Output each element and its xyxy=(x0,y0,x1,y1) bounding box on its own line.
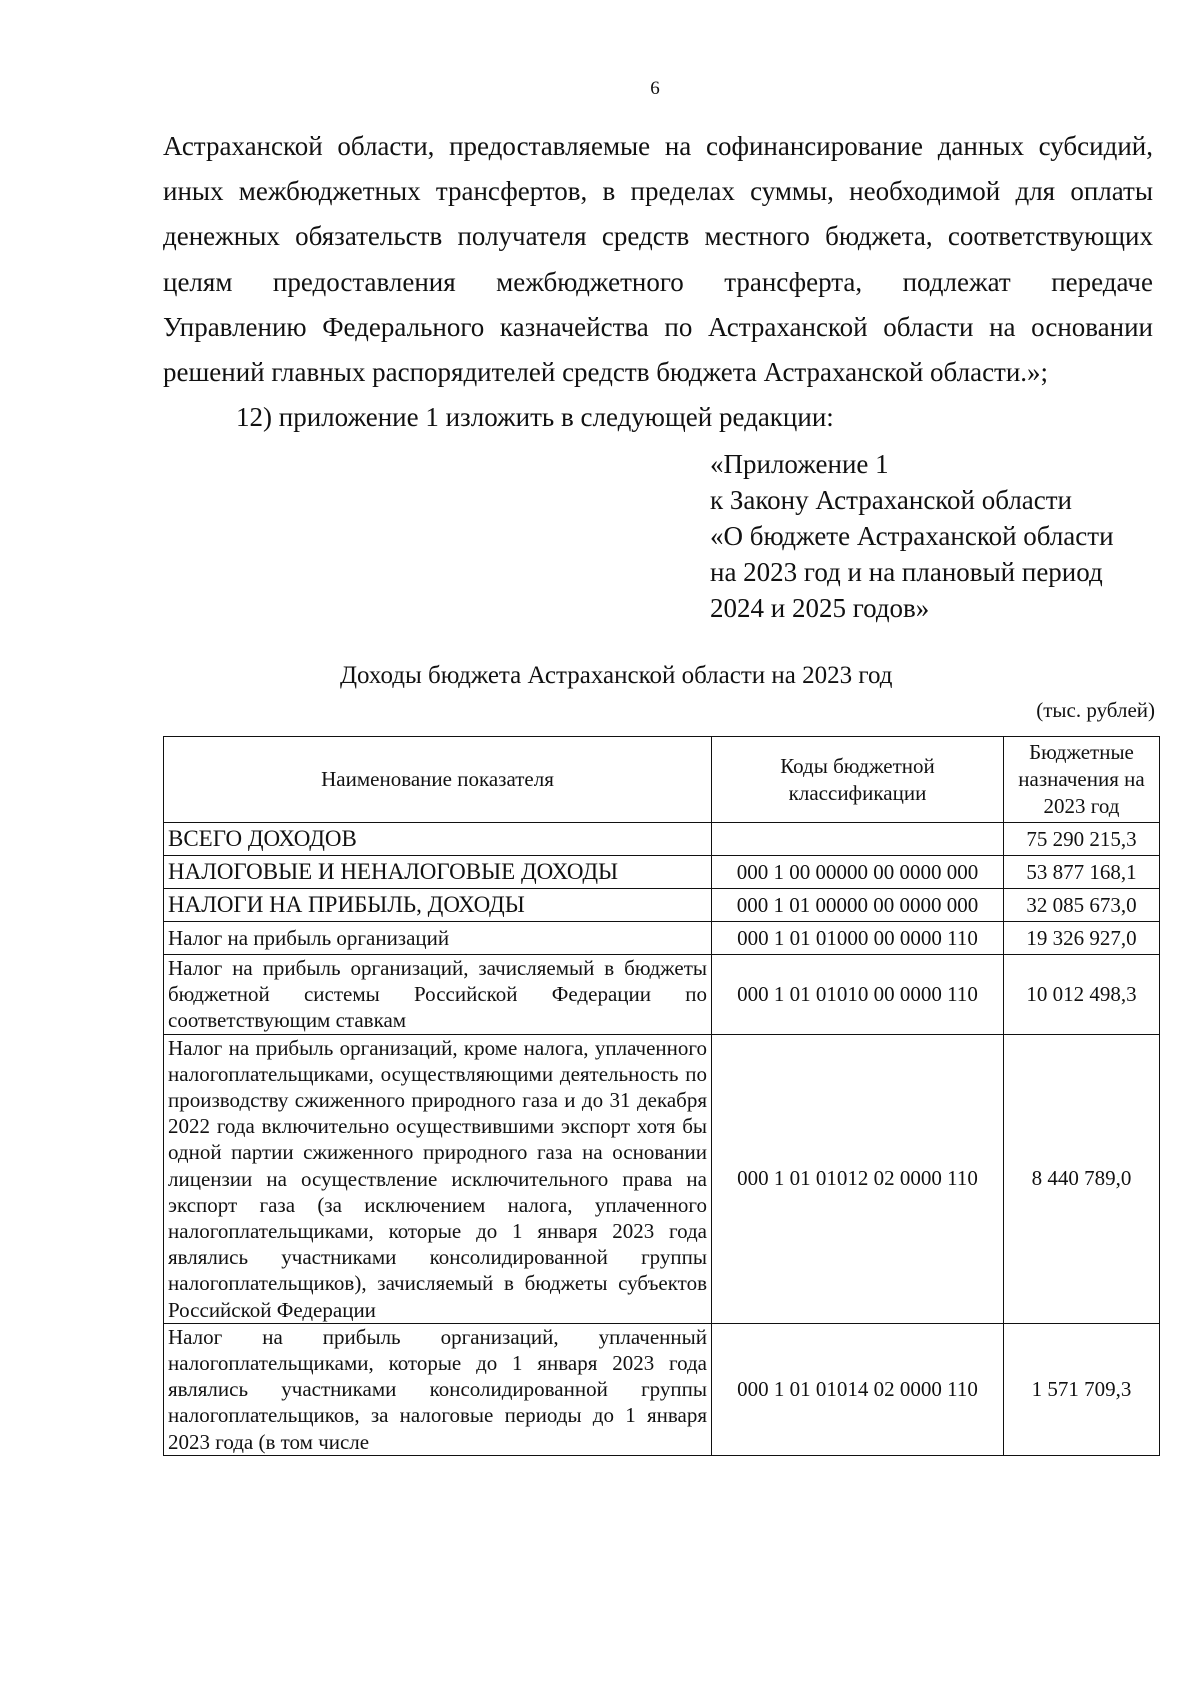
row-amount: 10 012 498,3 xyxy=(1004,955,1160,1035)
row-amount: 75 290 215,3 xyxy=(1004,823,1160,856)
table-row xyxy=(164,1323,1160,1455)
row-name: Налог на прибыль организаций, зачисляемый в бюджеты бюджетной системы Российской Федерации по соответствующим ставкам xyxy=(164,955,712,1035)
row-name: НАЛОГОВЫЕ И НЕНАЛОГОВЫЕ ДОХОДЫ xyxy=(164,856,712,889)
row-name: НАЛОГИ НА ПРИБЫЛЬ, ДОХОДЫ xyxy=(164,889,712,922)
row-name: Налог на прибыль организаций, кроме налога, уплаченного налогоплательщиками, осуществляющими деятельность по производству сжиженного природного газа и до 31 декабря 2022 года включительно осуществившими экспорт хотя бы одной партии сжиженного природного газа на основании лицензии на осуществление исключительного права на экспорт газа (за исключением налога, уплаченного налогоплательщиками, которые до 1 января 2023 года являлись участниками консолидированной группы налогоплательщиков), зачисляемый в бюджеты субъектов Российской Федерации xyxy=(164,1034,712,1323)
row-name: Налог на прибыль организаций, уплаченный налогоплательщиками, которые до 1 января 2023 года являлись участниками консолидированной группы налогоплательщиков, за налоговые периоды до 1 января 2023 года (в том числе xyxy=(164,1323,712,1455)
table-row xyxy=(164,922,1160,955)
row-amount: 53 877 168,1 xyxy=(1004,856,1160,889)
page-number: 6 xyxy=(650,78,660,99)
row-code: 000 1 01 00000 00 0000 000 xyxy=(712,889,1004,922)
body-line: решений главных распорядителей средств бюджета Астраханской области.»; xyxy=(163,356,1049,387)
table-row xyxy=(164,889,1160,922)
body-line: целям предоставления межбюджетного трансферта, подлежат передаче xyxy=(163,266,1153,297)
header-amount: Бюджетные назначения на 2023 год xyxy=(1004,737,1160,823)
table-header-row xyxy=(164,737,1160,823)
row-name: ВСЕГО ДОХОДОВ xyxy=(164,823,712,856)
appendix-line: «Приложение 1 xyxy=(710,449,889,479)
body-line: денежных обязательств получателя средств местного бюджета, соответствующих xyxy=(163,221,1153,252)
row-amount: 8 440 789,0 xyxy=(1004,1034,1160,1323)
appendix-line: к Закону Астраханской области xyxy=(710,485,1073,515)
row-code: 000 1 00 00000 00 0000 000 xyxy=(712,856,1004,889)
row-amount: 19 326 927,0 xyxy=(1004,922,1160,955)
row-name: Налог на прибыль организаций xyxy=(164,922,712,955)
header-name: Наименование показателя xyxy=(164,737,712,823)
row-amount: 1 571 709,3 xyxy=(1004,1323,1160,1455)
appendix-heading xyxy=(710,446,1114,626)
revenue-table xyxy=(163,736,1160,1456)
item-12-text: 12) приложение 1 изложить в следующей редакции: xyxy=(236,402,834,433)
body-line: Астраханской области, предоставляемые на софинансирование данных субсидий, xyxy=(163,131,1153,161)
table-row xyxy=(164,955,1160,1035)
units-label: (тыс. рублей) xyxy=(1036,698,1155,722)
row-code: 000 1 01 01012 02 0000 110 xyxy=(712,1034,1004,1323)
row-code: 000 1 01 01010 00 0000 110 xyxy=(712,955,1004,1035)
row-code xyxy=(712,823,1004,856)
table-row xyxy=(164,1034,1160,1323)
header-code: Коды бюджетной классификации xyxy=(712,737,1004,823)
body-line: иных межбюджетных трансфертов, в пределах суммы, необходимой для оплаты xyxy=(163,176,1153,207)
appendix-line: на 2023 год и на плановый период xyxy=(710,557,1103,587)
table-row xyxy=(164,856,1160,889)
row-code: 000 1 01 01000 00 0000 110 xyxy=(712,922,1004,955)
body-line: Управлению Федерального казначейства по Астраханской области на основании xyxy=(163,311,1153,342)
row-amount: 32 085 673,0 xyxy=(1004,889,1160,922)
table-title: Доходы бюджета Астраханской области на 2023 год xyxy=(340,662,893,689)
row-code: 000 1 01 01014 02 0000 110 xyxy=(712,1323,1004,1455)
appendix-line: 2024 и 2025 годов» xyxy=(710,593,930,623)
body-text xyxy=(163,124,1153,440)
appendix-line: «О бюджете Астраханской области xyxy=(710,521,1114,551)
table-row xyxy=(164,823,1160,856)
